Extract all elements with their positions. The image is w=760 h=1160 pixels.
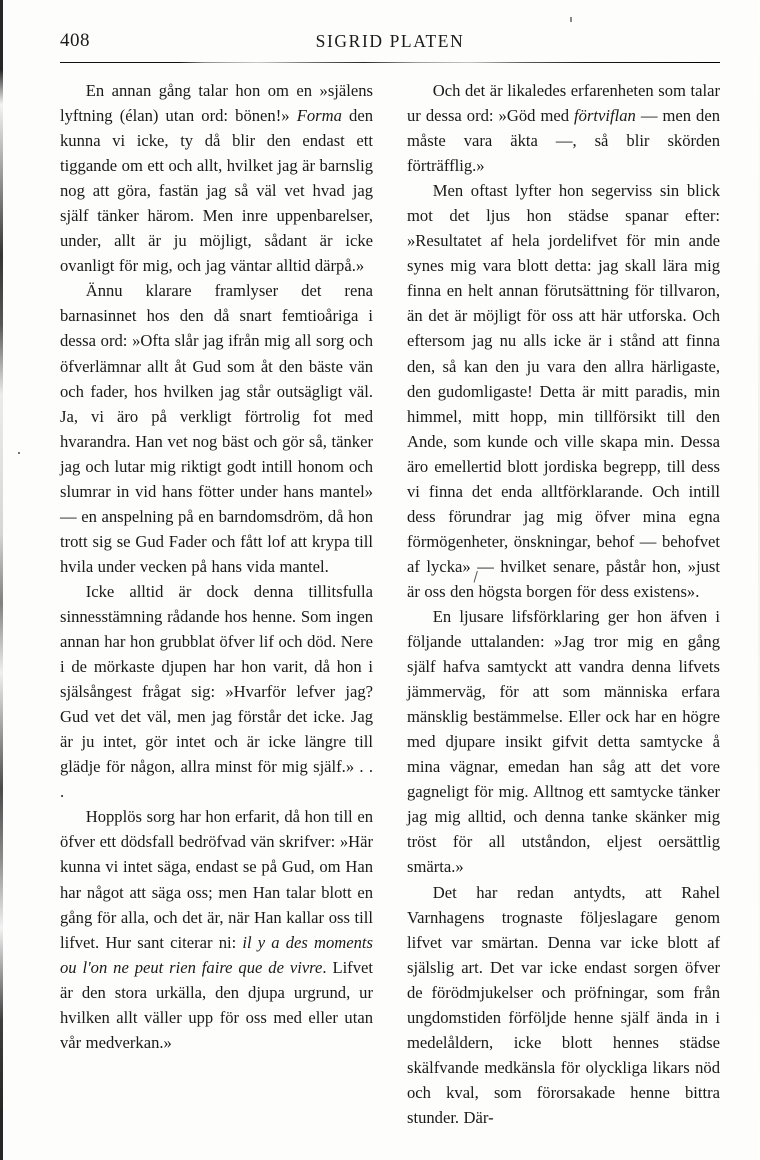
paragraph: Hopplös sorg har hon erfarit, då hon till en öfver ett dödsfall bedröfvad vän skrifver: »Här kunna vi intet säga, endast se på Gud, om Han har något att säga oss; men Han talar blott en gång för alla, och det är, när Han kallar oss till lifvet. Hur sant citerar ni: il y a des moments ou l'on ne peut rien faire que de vivre. Lifvet är den stora urkälla, den djupa urgrund, ur hvilken allt väller upp för oss med eller utan vår medverkan.» [60, 807, 373, 1052]
running-head [60, 30, 720, 60]
page-number: 408 [60, 30, 90, 51]
text-body [60, 78, 720, 1127]
ink-speck [18, 452, 20, 454]
paragraph: Men oftast lyfter hon segerviss sin blick mot det ljus hon städse spanar efter: »Resultatet af hela jordelifvet för min ande synes mig vara blott detta: jag skall lära mig finna en helt annan förutsättning för tillvaron, än det är möjligt för oss att här utforska. Och eftersom jag nu alls icke är i stånd att finna den, så kan den ju vara den allra härligaste, den gudomligaste! Detta är mitt paradis, min himmel, mitt hopp, min tillförsikt till den Ande, som kunde och ville skapa min. Dessa äro emellertid blott jordiska begrepp, till dess vi finna det enda alltförklarande. Och intill dess förundrar jag mig öfver mina egna förmögenheter, önskningar, behof — behofvet af lycka» — hvilket senare, påstår hon, »just är oss den högsta borgen för dess existens». [407, 181, 720, 601]
paragraph: Det har redan antydts, att Rahel Varnhagens trognaste följeslagare genom lifvet var smärtan. Denna var icke blott af själslig art. Det var icke endast sorgen öfver de förödmjukelser och pröfningar, som från ungdomstiden förföljde henne själf ända in i medelåldern, icke blott hennes städse skälfvande medkänsla för olyckliga likars nöd och kval, som förorsakade henne bittra stunder. Där- [407, 882, 720, 1127]
header-rule [60, 62, 720, 63]
paragraph: Och det är likaledes erfarenheten som talar ur dessa ord: »Göd med förtviflan — men den måste vara äkta —, så blir skörden förträfflig.» [407, 81, 720, 176]
running-title: SIGRID PLATEN [315, 31, 465, 51]
column-right [407, 78, 720, 1127]
paragraph: Ännu klarare framlyser det rena barnasinnet hos den då snart femtioåriga i dessa ord: »Ofta slår jag ifrån mig all sorg och öfverlämnar allt åt Gud som åt den bäste vän och fader, hos hvilken jag står outsägligt väl. Ja, vi äro på verkligt förtrolig fot med hvarandra. Han vet nog bäst och gör så, tänker jag och lutar mig riktigt godt intill honom och slumrar in vid hans fötter under hans mantel» — en anspelning på en barndomsdröm, då hon trott sig se Gud Fader och fått lof att krypa till hvila under vecken på hans vida mantel. [60, 281, 373, 576]
ink-speck-top [570, 17, 572, 22]
paragraph: Icke alltid är dock denna tillitsfulla sinnesstämning rådande hos henne. Som ingen annan har hon grubblat öfver lif och död. Nere i de mörkaste djupen har hon varit, då hon i själsångest frågat sig: »Hvarför lefver jag? Gud vet det väl, men jag förstår det icke. Jag är ju intet, gör intet och är icke längre till glädje för någon, allra minst för mig själf.» . . . [60, 581, 373, 802]
paragraph: En ljusare lifsförklaring ger hon äfven i följande uttalanden: »Jag tror mig en gång själf hafva samtyckt att vandra denna lifvets jämmerväg, för att som människa erfara mänsklig bestämmelse. Eller ock har en högre med djupare insikt gifvit detta samtycke å mina vägnar, emedan han såg att det vore gagneligt för mig. Alltnog ett samtycke tänker jag mig alltid, och denna tanke skänker mig tröst för all utståndon, eljest oersättlig smärta.» [407, 606, 720, 877]
scan-edge-left [0, 0, 3, 1160]
paragraph: En annan gång talar hon om en »själens lyftning (élan) utan ord: bönen!» Forma den kunna vi icke, ty då blir den endast ett tiggande om ett och allt, hvilket jag är barnslig nog att göra, fastän jag så väl vet hvad jag själf tänker härom. Men inre uppenbarelser, under, allt är ju möjligt, sådant är icke ovanligt för mig, och jag väntar alltid därpå.» [60, 81, 373, 276]
column-left [60, 78, 373, 1088]
